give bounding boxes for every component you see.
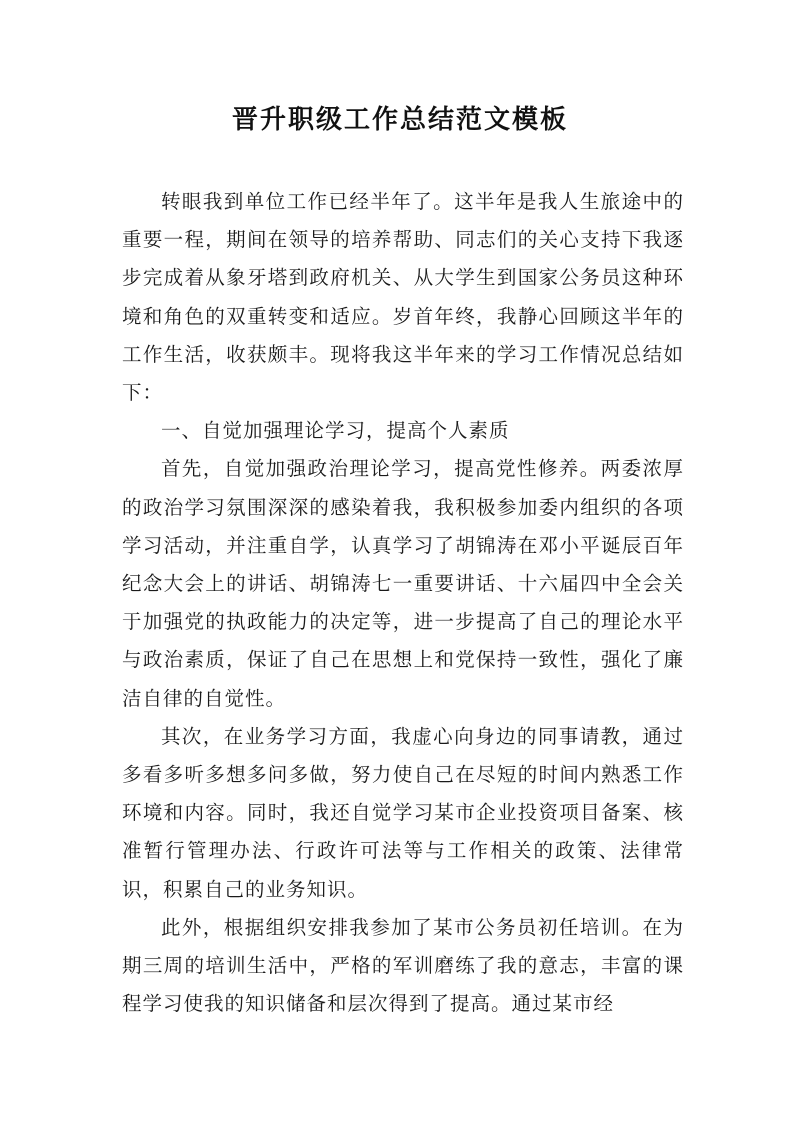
section-heading-1: 一、自觉加强理论学习，提高个人素质 bbox=[161, 419, 510, 443]
document-title: 晋升职级工作总结范文模板 bbox=[231, 105, 568, 135]
document-body bbox=[122, 183, 684, 1023]
paragraph-intro: 转眼我到单位工作已经半年了。这半年是我人生旅途中的重要一程，期间在领导的培养帮助、同志们的关心支持下我逐步完成着从象牙塔到政府机关、从大学生到国家公务员这种环境和角色的双重转变和适应。岁首年终，我静心回顾这半年的工作生活，收获颇丰。现将我这半年来的学习工作情况总结如下： bbox=[122, 190, 684, 405]
paragraph-additional: 此外，根据组织安排我参加了某市公务员初任培训。在为期三周的培训生活中，严格的军训磨练了我的意志，丰富的课程学习使我的知识储备和层次得到了提高。通过某市经 bbox=[122, 915, 684, 1016]
paragraph-first: 首先，自觉加强政治理论学习，提高党性修养。两委浓厚的政治学习氛围深深的感染着我，我积极参加委内组织的各项学习活动，并注重自学，认真学习了胡锦涛在邓小平诞辰百年纪念大会上的讲话、胡锦涛七一重要讲话、十六届四中全会关于加强党的执政能力的决定等，进一步提高了自己的理论水平与政治素质，保证了自己在思想上和党保持一致性，强化了廉洁自律的自觉性。 bbox=[122, 457, 684, 710]
paragraph-second: 其次，在业务学习方面，我虚心向身边的同事请教，通过多看多听多想多问多做，努力使自己在尽短的时间内熟悉工作环境和内容。同时，我还自觉学习某市企业投资项目备案、核准暂行管理办法、行政许可法等与工作相关的政策、法律常识，积累自己的业务知识。 bbox=[122, 724, 684, 901]
